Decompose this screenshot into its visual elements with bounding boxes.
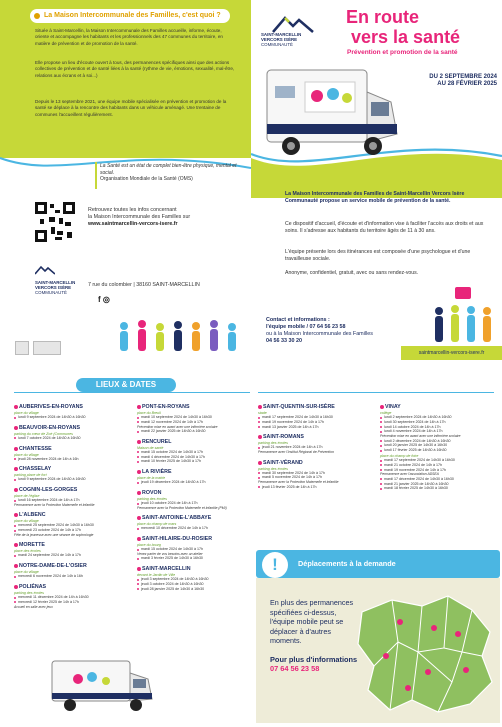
map-pin-icon [137,470,141,474]
brand-line-1: SAINT-MARCELLIN [35,280,76,285]
date-text: jeudi 28 janvier 2025 de 14h30 à 16h30 [141,586,205,591]
date-entry [137,501,250,506]
date-text: jeudi 10 octobre 2024 de 14h à 17h [141,500,198,505]
date-bullet-icon [380,450,382,452]
town-label: LA RIVIÈRE [142,469,172,476]
date-bullet-icon [380,440,382,442]
date-text: mardi 24 septembre 2024 de 14h à 17h [18,553,81,558]
date-text: lundi 7 octobre 2024 de 14h30 à 16h30 [18,435,81,440]
map-pin-icon [14,564,18,568]
date-text: mardi 17 septembre 2024 de 14h30 à 16h30 [262,415,333,419]
schedule-column-1 [14,399,127,609]
date-bullet-icon [14,437,16,439]
date-bullet-icon [14,576,16,578]
date-text: lundi 2 septembre 2024 de 14h30 à 16h30 [384,415,452,419]
schedule-note: Permanence avec la Protection Maternelle et Infantile (PMI) [137,505,227,510]
date-bullet-icon [137,456,139,458]
date-text: jeudi 19 décembre 2024 de 14h30 à 17h [141,480,206,485]
paragraph-3: Depuis le 13 septembre 2021, une équipe mobile spécialisée en prévention et promotion de la santé se déplace à la rencontre des habitants dans un véhicule aménagé. Une trentaine de communes l'accueillent régulièrement. [35,99,227,117]
venue-label: place du bourg [137,542,161,547]
date-entry [137,587,250,592]
divider [258,392,494,393]
date-entry [380,429,493,434]
mobile-van-image [48,655,158,717]
date-text: mardi 18 février 2025 de 14h30 à 16h30 [384,486,448,491]
date-text: mardi 15 octobre 2024 de 14h30 à 17h [141,546,203,551]
town-name [14,512,127,518]
date-text: lundi 17 février 2025 de 14h30 à 16h30 [384,448,447,453]
date-bullet-icon [137,583,139,585]
date-bullet-icon [380,483,382,485]
date-bullet-icon [137,451,139,453]
town-label: PONT-EN-ROYANS [142,404,190,410]
divider [14,392,250,393]
date-text: lundi 2 décembre 2024 de 14h30 à 16h30 [384,438,451,443]
paragraph-2: Elle propose un lieu d'écoute ouvert à tous, des permanences spécifiques ainsi que des actions collectives de prévention et de santé liées à la santé (rythme de vie, émotions, sexualité, mal-être, relations aux écrans et à soi...) [35,60,235,78]
date-bullet-icon [137,558,139,560]
date-text: mardi 13 janvier 2025 de 14h à 17h [262,424,319,429]
venue-label: place de la mairie [137,476,166,481]
map-pin-icon [14,543,18,547]
date-bullet-icon [137,579,139,581]
date-text: mercredi 23 octobre 2024 de 14h à 17h [18,528,81,533]
venue-label: parking des écoles [137,496,167,501]
date-entry [137,429,250,434]
paragraph-2: L'équipe présente lors des itinérances est composée d'une psychologue et d'une travailleuse sociale. [285,249,471,262]
brand-logo [35,262,95,295]
quote-source: Organisation Mondiale de la Santé (OMS) [100,176,193,183]
town-name [137,490,250,496]
info-line-1: Retrouvez toutes les infos concernant [88,207,177,213]
contact-phone[interactable]: l'équipe mobile / 07 64 56 23 58 [266,323,346,330]
brand-line-2: VERCORS ISÈRE [35,285,72,290]
date-bullet-icon [258,426,260,428]
town-name [14,487,127,493]
town-label: SAINT-VÉRAND [263,459,303,466]
date-bullet-icon [137,431,139,433]
date-entry [137,556,250,561]
venue-label: collège [380,411,392,415]
date-entry [14,498,127,503]
date-bullet-icon [258,447,260,449]
date-text: mercredi 11 décembre 2024 de 14h à 16h30 [18,594,89,599]
town-label: SAINT-ROMANS [263,434,304,441]
date-text: mardi 17 décembre 2024 de 14h30 à 16h30 [384,476,454,481]
town-name [137,404,250,410]
town-label: NOTRE-DAME-DE-L'OSIER [19,563,87,570]
brand-line-3: COMMUNAUTÉ [35,290,67,295]
intro-text: La Maison Intercommunale des Familles de Saint-Marcellin Vercors Isère Communauté propose un service mobile de prévention de la santé. [285,191,465,204]
date-text: lundi 9 septembre 2024 de 14h30 à 16h30 [18,415,86,419]
date-entry [258,445,371,450]
date-text: mercredi 25 septembre 2024 de 14h30 à 16h30 [18,523,94,528]
date-text: jeudi 3 septembre 2024 de 14h30 à 16h30 [141,576,209,581]
partner-logos [15,341,105,357]
date-text: mercredi 12 février 2025 de 14h à 17h [18,599,79,604]
phone-number[interactable]: 07 64 56 23 58 [270,664,320,674]
date-bullet-icon [380,478,382,480]
town-name [14,563,127,569]
town-name [258,404,371,410]
town-name [14,446,127,452]
schedule-note: Prévention mise en avant avec une infirmière scolaire [380,434,461,439]
town-label: ROVON [142,489,162,496]
map-pin-icon [137,537,141,541]
date-bullet-icon [380,431,382,433]
date-bullet-icon [380,464,382,466]
town-name [137,469,250,475]
town-label: CHANTESSE [19,445,52,452]
cover-dates [419,74,497,88]
schedule-note: Venez parler de vos besoins avec un atelier [137,551,203,556]
date-bullet-icon [14,417,16,419]
schedule-note: Prévention mise en avant avec une infirmière scolaire [137,424,218,429]
date-bullet-icon [380,488,382,490]
date-entry [258,485,371,490]
phone-label: Pour plus d'informations [270,655,358,664]
on-demand-banner [256,550,500,578]
date-entry [14,553,127,558]
date-bullet-icon [137,482,139,484]
date-text: mardi 21 janvier 2025 de 14h30 à 16h30 [384,481,449,486]
venue-label: place du champ de mars [137,522,177,527]
map-pin-icon [258,461,262,465]
website-info [88,207,238,229]
town-name [14,404,127,410]
town-label: SAINT-MARCELLIN [142,565,191,572]
town-name [137,566,250,572]
date-bullet-icon [380,426,382,428]
date-bullet-icon [14,458,16,460]
venue-label: place du champ de foire [380,453,419,458]
date-entry [14,477,127,482]
map-pin-icon [14,405,18,409]
date-bullet-icon [14,555,16,557]
map-pin-icon [258,435,262,439]
date-text: jeudi 21 novembre 2024 de 14h à 17h [262,445,323,450]
header-text: La Maison Intercommunale des Familles, c'est quoi ? [44,12,221,19]
date-bullet-icon [137,421,139,423]
date-bullet-icon [258,477,260,479]
town-name [137,536,250,542]
date-text: lundi 20 janvier 2025 de 14h30 à 16h30 [384,443,448,448]
date-bullet-icon [137,528,139,530]
paragraph-3: Anonyme, confidentiel, gratuit, avec ou sans rendez-vous. [285,270,419,276]
date-bullet-icon [258,472,260,474]
date-text: mardi 12 novembre 2024 de 14h à 17h [141,419,203,424]
map-pin-icon [137,405,141,409]
section-header [30,9,230,23]
exclamation-icon: ! [262,552,288,578]
date-entry [258,425,371,430]
partner-logo-1 [15,341,29,355]
date-bullet-icon [137,588,139,590]
date-text: mardi 4 décembre 2024 de 14h30 à 17h [141,454,205,459]
venue-label: place du village [14,570,39,575]
town-label: RENCUREL [142,438,172,445]
venue-label: place des écoles [14,549,41,554]
mountain-logo-icon [35,265,55,275]
schedule-title: LIEUX & DATES [76,378,176,392]
on-demand-title: Déplacements à la demande [298,559,396,568]
date-text: mardi 22 janvier 2025 de 14h30 à 16h30 [141,429,206,433]
date-entry [14,457,127,462]
date-text: mardi 21 octobre 2024 de 14h à 17h [384,462,442,467]
venue-label: place du village [14,519,39,524]
date-text: lundi 4 novembre 2024 de 14h à 17h [384,429,443,434]
date-bullet-icon [137,549,139,551]
date-bullet-icon [14,500,16,502]
date-entry [14,600,127,605]
date-bullet-icon [137,417,139,419]
date-bullet-icon [137,503,139,505]
schedule-note: Accueil en salle avec jeux [14,604,53,609]
venue-label: devant le Jardin de Ville [137,572,176,577]
cover-title-line-1: En route [346,7,420,27]
date-entry [14,415,127,420]
date-bullet-icon [380,421,382,423]
cover-panel [251,0,502,363]
town-name [14,425,127,431]
town-name [380,404,493,410]
date-entry [14,528,127,533]
contact-info [266,317,376,345]
website-bar[interactable]: saintmarcellin-vercors-isere.fr [401,346,502,360]
map-pin-icon [380,405,384,409]
town-label: CHASSELAY [19,466,52,473]
date-bullet-icon [14,530,16,532]
date-bullet-icon [380,460,382,462]
date-bullet-icon [380,469,382,471]
contact-label: Contact et informations : [266,317,330,323]
cover-subtitle: Prévention et promotion de la santé [347,49,458,56]
mobile-van-image [261,62,401,160]
date-entry [137,420,250,425]
map-pin-icon [14,513,18,517]
date-entry [380,448,493,453]
quote-text: La Santé est un état de complet bien-être physique, mental et social. [100,163,237,176]
on-demand-text: En plus des permanences spécifiées ci-dessus, l'équipe mobile peut se déplacer à d'autres moments. [270,598,354,645]
schedule-note: Permanence avec l'Institut Régional de Prévention [258,450,334,455]
schedule-note: Fête de la jeunesse avec une séance de sophrologie [14,532,94,537]
date-text: mardi 30 septembre 2024 de 14h à 17h [262,470,325,475]
info-panel [0,0,251,363]
venue-label: Maison de santé [137,445,164,450]
date-bullet-icon [14,479,16,481]
date-bullet-icon [380,445,382,447]
date-bullet-icon [258,486,260,488]
date-text: mardi 10 février 2025 de 14h30 à 17h [141,459,201,464]
schedule-column-4 [380,399,493,491]
schedule-column-2 [137,399,250,591]
paragraph-1: Ce dispositif d'accueil, d'écoute et d'information vise à faciliter l'accès aux droits et aux soins. Il s'adresse aux habitants du territoire âgés de 11 à 30 ans. [285,221,484,234]
venue-label: place du village [14,452,39,457]
on-demand-contact [270,655,370,674]
date-text: mardi 19 novembre 2024 de 14h à 17h [262,419,324,424]
schedule-column-3 [258,399,371,489]
social-icons[interactable]: f ◎ [98,295,110,304]
town-name [137,439,250,445]
people-illustration [112,316,242,356]
date-text: mercredi 6 novembre 2024 de 14h à 16h [18,574,83,579]
venue-label: parking du cœur de Zoé (Communes [14,431,73,436]
date-bullet-icon [258,417,260,419]
qr-code[interactable] [35,202,75,242]
brand-line-1: SAINT-MARCELLIN [261,32,302,37]
venue-label: stade [258,411,267,415]
town-name [14,542,127,548]
town-label: VINAY [385,404,401,410]
territory-map-image [352,592,496,718]
date-text: mardi 17 septembre 2024 de 14h30 à 16h30 [384,457,455,462]
venue-label: parking des écoles [258,466,288,471]
date-bullet-icon [14,597,16,599]
quote [100,163,240,183]
date-bullet-icon [14,525,16,527]
date-entry [137,526,250,531]
date-entry [14,574,127,579]
date-text: mardi 15 octobre 2024 de 14h30 à 17h [141,449,203,454]
date-bullet-icon [380,417,382,419]
town-name [137,515,250,521]
map-pin-icon [14,467,18,471]
brand-line-2: VERCORS ISÈRE [261,37,298,42]
town-label: SAINT-QUENTIN-SUR-ISÈRE [263,404,335,410]
date-text: lundi 30 septembre 2024 de 14h à 17h [384,419,446,424]
map-pin-icon [137,491,141,495]
date-entry [258,475,371,480]
date-entry [137,459,250,464]
quote-bar [95,162,97,189]
town-label: MORETTE [19,542,45,549]
date-entry [137,547,250,552]
date-text: lundi 9 septembre 2024 de 14h30 à 16h30 [18,477,86,482]
date-entry [14,436,127,441]
brand-line-3: COMMUNAUTÉ [261,42,293,47]
date-end: AU 28 FÉVRIER 2025 [437,81,497,87]
town-name [14,584,127,590]
date-text: mardi 3 février 2025 de 14h30 à 16h30 [141,556,203,561]
date-text: jeudi 3 octobre 2024 de 14h30 à 16h30 [141,581,204,586]
cover-title-line-2: vers la santé [351,27,461,47]
date-bullet-icon [258,421,260,423]
venue-label: place du Breuil [137,411,161,415]
date-bullet-icon [14,601,16,603]
date-text: jeudi 13 février 2025 de 14h à 17h [262,484,317,489]
map-pin-icon [258,405,262,409]
date-text: jeudi 28 novembre 2024 de 14h à 16h [18,456,79,461]
date-bullet-icon [137,461,139,463]
map-pin-icon [137,440,141,444]
contact-alt: ou à la Maison Intercommunale des Familles [266,330,373,337]
venue-label: parking des écoles [258,441,288,446]
town-name [14,466,127,472]
town-name [258,434,371,440]
date-text: mercredi 10 décembre 2024 de 14h à 17h [141,526,208,531]
date-text: lundi 16 septembre 2024 de 14h à 17h [18,498,80,503]
map-pin-icon [137,516,141,520]
map-pin-icon [137,567,141,571]
date-text: mardi 19 novembre 2024 de 14h à 17h [384,467,446,472]
map-pin-icon [14,488,18,492]
website-link[interactable]: www.saintmarcellin-vercors-isere.fr [88,221,178,228]
town-label: COGNIN-LES-GORGES [19,487,78,494]
venue-label: parking place de fort [14,473,47,478]
map-pin-icon [14,585,18,589]
info-line-2: la Maison Intercommunale des Familles sur [88,214,191,221]
date-entry [380,468,493,473]
address: 7 rue du colombier | 38160 SAINT-MARCELLIN [88,282,200,288]
town-name [258,460,371,466]
lime-background [0,0,251,158]
town-label: SAINT-HILAIRE-DU-ROSIER [142,535,213,542]
schedule-note: Permanence avec la Protection Maternelle et Infantile [258,480,339,485]
bullet-icon [34,13,40,19]
date-text: lundi 14 octobre 2024 de 14h à 17h [384,424,441,429]
town-label: SAINT-ANTOINE-L'ABBAYE [142,515,212,522]
town-label: POLIÉNAS [19,583,47,590]
venue-label: place de l'église [14,494,40,499]
date-start: DU 2 SEPTEMBRE 2024 [429,74,497,80]
town-label: L'ALBENC [19,512,46,519]
paragraph-1: Située à Saint-Marcellin, la Maison Intercommunale des Familles accueille, informe, écoute, oriente et accompagne les habitants et les professionnels des 47 communes du territoire, en matière de prévention et de promotion de la santé. [35,28,223,46]
date-entry [380,486,493,491]
venue-label: place du village [14,411,39,415]
date-text: mardi 10 septembre 2024 de 14h30 à 16h30 [141,415,212,419]
town-label: BEAUVOIR-EN-ROYANS [19,424,81,431]
territory-map [256,578,500,723]
date-entry [137,480,250,485]
map-pin-icon [14,426,18,430]
map-pin-icon [14,447,18,451]
schedule-note: Permanence avec la Protection Maternelle et Infantile [14,502,95,507]
partner-logo-2 [33,341,61,355]
brand-text [261,32,301,47]
schedule-note: Permanence avec l'association ADSEA [380,472,439,477]
contact-alt-phone[interactable]: 04 56 33 30 20 [266,337,302,344]
date-text: mardi 5 novembre 2024 de 14h à 17h [262,475,322,480]
venue-label: parking des écoles [14,590,44,595]
people-illustration [429,287,499,352]
schedule-panel [0,363,502,727]
town-label: AUBERIVES-EN-ROYANS [19,404,83,410]
